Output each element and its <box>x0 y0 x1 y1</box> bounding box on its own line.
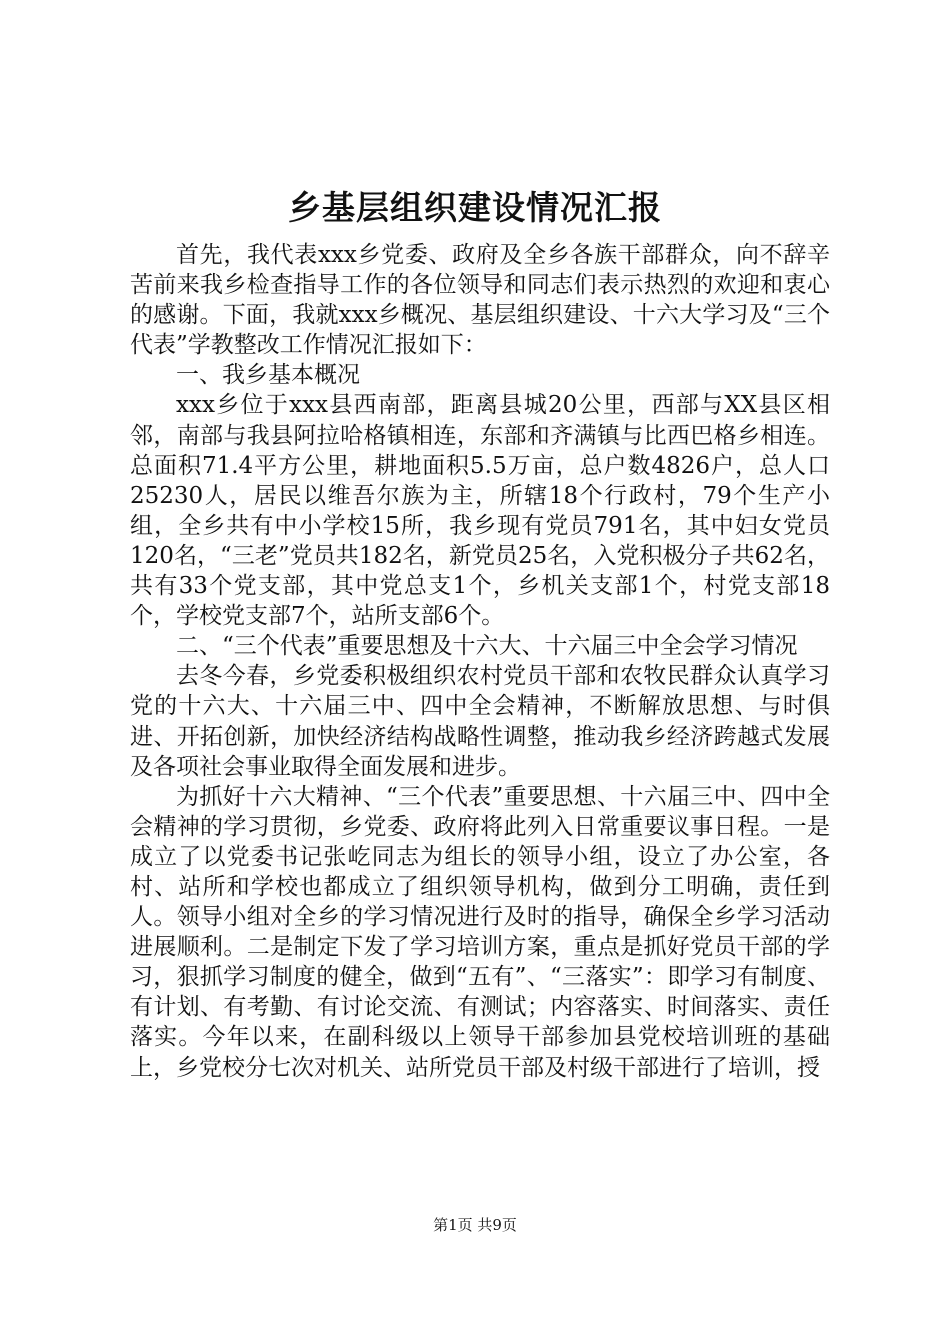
section-heading-1: 一、我乡基本概况 <box>176 362 360 389</box>
paragraph-study: 去冬今春，乡党委积极组织农村党员干部和农牧民群众认真学习党的十六大、十六届三中、四中全会精神，不断解放思想、与时俱进、开拓创新，加快经济结构战略性调整，推动我乡经济跨越式发展及各项社会事业取得全面发展和进步。 <box>130 663 830 780</box>
document-title: 乡基层组织建设情况汇报 <box>288 188 662 227</box>
paragraph-intro: 首先，我代表xxx乡党委、政府及全乡各族干部群众，向不辞辛苦前来我乡检查指导工作的各位领导和同志们表示热烈的欢迎和衷心的感谢。下面，我就xxx乡概况、基层组织建设、十六大学习及“三个代表”学教整改工作情况汇报如下： <box>130 242 830 359</box>
paragraph-overview: xxx乡位于xxx县西南部，距离县城20公里，西部与XX县区相邻，南部与我县阿拉哈格镇相连，东部和齐满镇与比西巴格乡相连。总面积71.4平方公里，耕地面积5.5万亩，总户数4826户，总人口25230人，居民以维吾尔族为主，所辖18个行政村，79个生产小组，全乡共有中小学校15所，我乡现有党员791名，其中妇女党员120名，“三老”党员共182名，新党员25名，入党积极分子共62名，共有33个党支部，其中党总支1个，乡机关支部1个，村党支部18个，学校党支部7个，站所支部6个。 <box>130 392 830 630</box>
page-footer: 第1页 共9页 <box>433 1216 517 1234</box>
paragraph-implementation: 为抓好十六大精神、“三个代表”重要思想、十六届三中、四中全会精神的学习贯彻，乡党委、政府将此列入日常重要议事日程。一是成立了以党委书记张屹同志为组长的领导小组，设立了办公室，各村、站所和学校也都成立了组织领导机构，做到分工明确，责任到人。领导小组对全乡的学习情况进行及时的指导，确保全乡学习活动进展顺利。二是制定下发了学习培训方案，重点是抓好党员干部的学习，狠抓学习制度的健全，做到“五有”、“三落实”：即学习有制度、有计划、有考勤、有讨论交流、有测试；内容落实、时间落实、责任落实。今年以来，在副科级以上领导干部参加县党校培训班的基础上，乡党校分七次对机关、站所党员干部及村级干部进行了培训，授 <box>130 783 830 1081</box>
document-body <box>130 240 830 1083</box>
section-heading-2: 二、“三个代表”重要思想及十六大、十六届三中全会学习情况 <box>176 633 798 660</box>
